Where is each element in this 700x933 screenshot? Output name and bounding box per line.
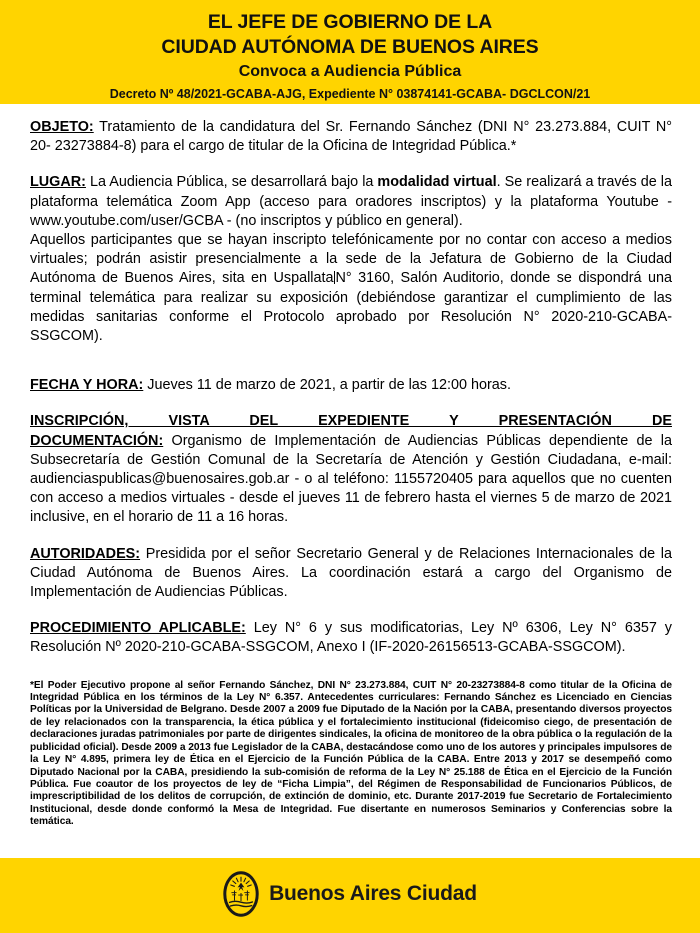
fecha-hora-text: Jueves 11 de marzo de 2021, a partir de las 12:00 horas. — [143, 377, 512, 394]
autoridades-label: AUTORIDADES: — [30, 545, 141, 562]
lugar-text-before-bold: La Audiencia Pública, se desarrollará bajo la — [85, 174, 378, 191]
objeto-label: OBJETO: — [30, 119, 94, 135]
header-title-line-2: CIUDAD AUTÓNOMA DE BUENOS AIRES — [161, 36, 539, 58]
lugar-p2-after-caret: N° 3160, Salón Auditorio, donde se dispondrá una terminal telemática para realizar su exposición (debiéndose garantizar el cumplimiento de las medidas sanitarias conforme el Protocolo aprobado por Resolución N° 2020-210-GCABA-SSGCOM). — [30, 270, 672, 345]
lugar-p2-before-caret: Aquellos participantes que se hayan inscripto telefónicamente por no contar con acceso a medios virtuales; podrán asistir presencialmente a la sede de la Jefatura de Gobierno de la Ciudad Autónoma de Buenos Aires, sita en Uspallata — [30, 232, 672, 287]
objeto-text: Tratamiento de la candidatura del Sr. Fernando Sánchez (DNI N° 23.273.884, CUIT N° 20- 23273884-8) para el cargo de titular de la Oficina de Integridad Pública.* — [30, 119, 672, 155]
section-inscripcion — [30, 412, 672, 527]
section-procedimiento — [30, 619, 672, 657]
section-lugar — [30, 173, 672, 231]
lugar-modalidad-emphasis: modalidad virtual — [377, 174, 497, 191]
buenos-aires-crest-icon — [223, 871, 259, 917]
section-lugar-paragraph-2 — [30, 231, 672, 346]
section-autoridades — [30, 545, 672, 603]
footer-banner — [0, 858, 700, 933]
inscripcion-heading-line-2: DOCUMENTACIÓN: — [30, 432, 164, 449]
brand-lockup — [223, 871, 477, 917]
fecha-hora-label: FECHA Y HORA: — [30, 377, 144, 394]
document-body — [0, 104, 700, 839]
lugar-label: LUGAR: — [30, 174, 86, 191]
brand-wordmark: Buenos Aires Ciudad — [269, 881, 477, 905]
inscripcion-heading-line-1: INSCRIPCIÓN, VISTA DEL EXPEDIENTE Y PRESENTACIÓN DE — [30, 413, 672, 430]
section-objeto — [30, 118, 672, 156]
procedimiento-label: PROCEDIMIENTO APLICABLE: — [30, 620, 246, 637]
lugar-text-after-bold: . Se realizará a través de la plataforma telemática Zoom App (acceso para oradores inscriptos) y la plataforma Youtube - www.youtube.com/user/GCBA - (no inscriptos y público en general). — [30, 174, 672, 229]
footnote-biography: *El Poder Ejecutivo propone al señor Fernando Sánchez, DNI N° 23.273.884, CUIT N° 20-23273884-8 como titular de la Oficina de Integridad Pública en los términos de la Ley N° 6.357. Antecedentes curriculares: Fernando Sánchez es Licenciado en Ciencias Políticas por la Universidad de Belgrano. Desde 2007 a 2009 fue Diputado de la Nación por la CABA, presentando diversos proyectos de ley relacionados con la transparencia, la ética pública y el fortalecimiento institucional (fideicomiso ciego, de presentación de declaraciones juradas patrimoniales por parte de dirigentes sindicales, la oficina de monitoreo de la obra pública o la regulación de la publicidad oficial). Desde 2009 a 2013 fue Legislador de la CABA, destacándose como uno de los autores y principales impulsores de la Ley N° 4.895, primera ley de Ética en el Ejercicio de la Función Pública de la CABA. Entre 2013 y 2017 se desempeñó como Diputado Nacional por la CABA, presidiendo la sub-comisión de reforma de la Ley N° 25.188 de Ética en el Ejercicio de la Función Pública. Fue coautor de los proyectos de ley de “Ficha Limpia”, del Régimen de Responsabilidad de Funcionarios Públicos, de imprescriptibilidad de los delitos de corrupción, de extinción de dominio, etc. Durante 2017-2019 fue Secretario de Fortalecimiento Institucional, desde donde conformó la Mesa de Integridad. Fue disertante en numerosos Seminarios y Conferencias sobre la temática. — [30, 679, 672, 828]
header-decree-reference: Decreto Nº 48/2021-GCABA-AJG, Expediente N° 03874141-GCABA- DGCLCON/21 — [109, 87, 591, 101]
section-fecha-hora — [30, 376, 672, 395]
header-subtitle: Convoca a Audiencia Pública — [238, 63, 462, 80]
header-title-line-1: EL JEFE DE GOBIERNO DE LA — [207, 11, 493, 33]
procedimiento-text: Ley N° 6 y sus modificatorias, Ley Nº 6306, Ley N° 6357 y Resolución Nº 2020-210-GCABA-SSGCOM, Anexo I (IF-2020-26156513-GCABA-SSGCOM). — [30, 620, 672, 656]
header-banner — [0, 0, 700, 104]
inscripcion-text: Organismo de Implementación de Audiencias Públicas dependiente de la Subsecretaría de Gestión Comunal de la Secretaría de Atención y Gestión Ciudadana, e-mail: audienciaspublicas@buenosaires.gob.ar - o al teléfono: 1155720405 para aquellos que no cuenten con acceso a medios virtuales - desde el jueves 11 de febrero hasta el viernes 5 de marzo de 2021 inclusive, en el horario de 11 a 16 horas. — [30, 432, 672, 526]
autoridades-text: Presidida por el señor Secretario General y de Relaciones Internacionales de la Ciudad Autónoma de Buenos Aires. La coordinación estará a cargo del Organismo de Implementación de Audiencias Públicas. — [30, 545, 672, 601]
